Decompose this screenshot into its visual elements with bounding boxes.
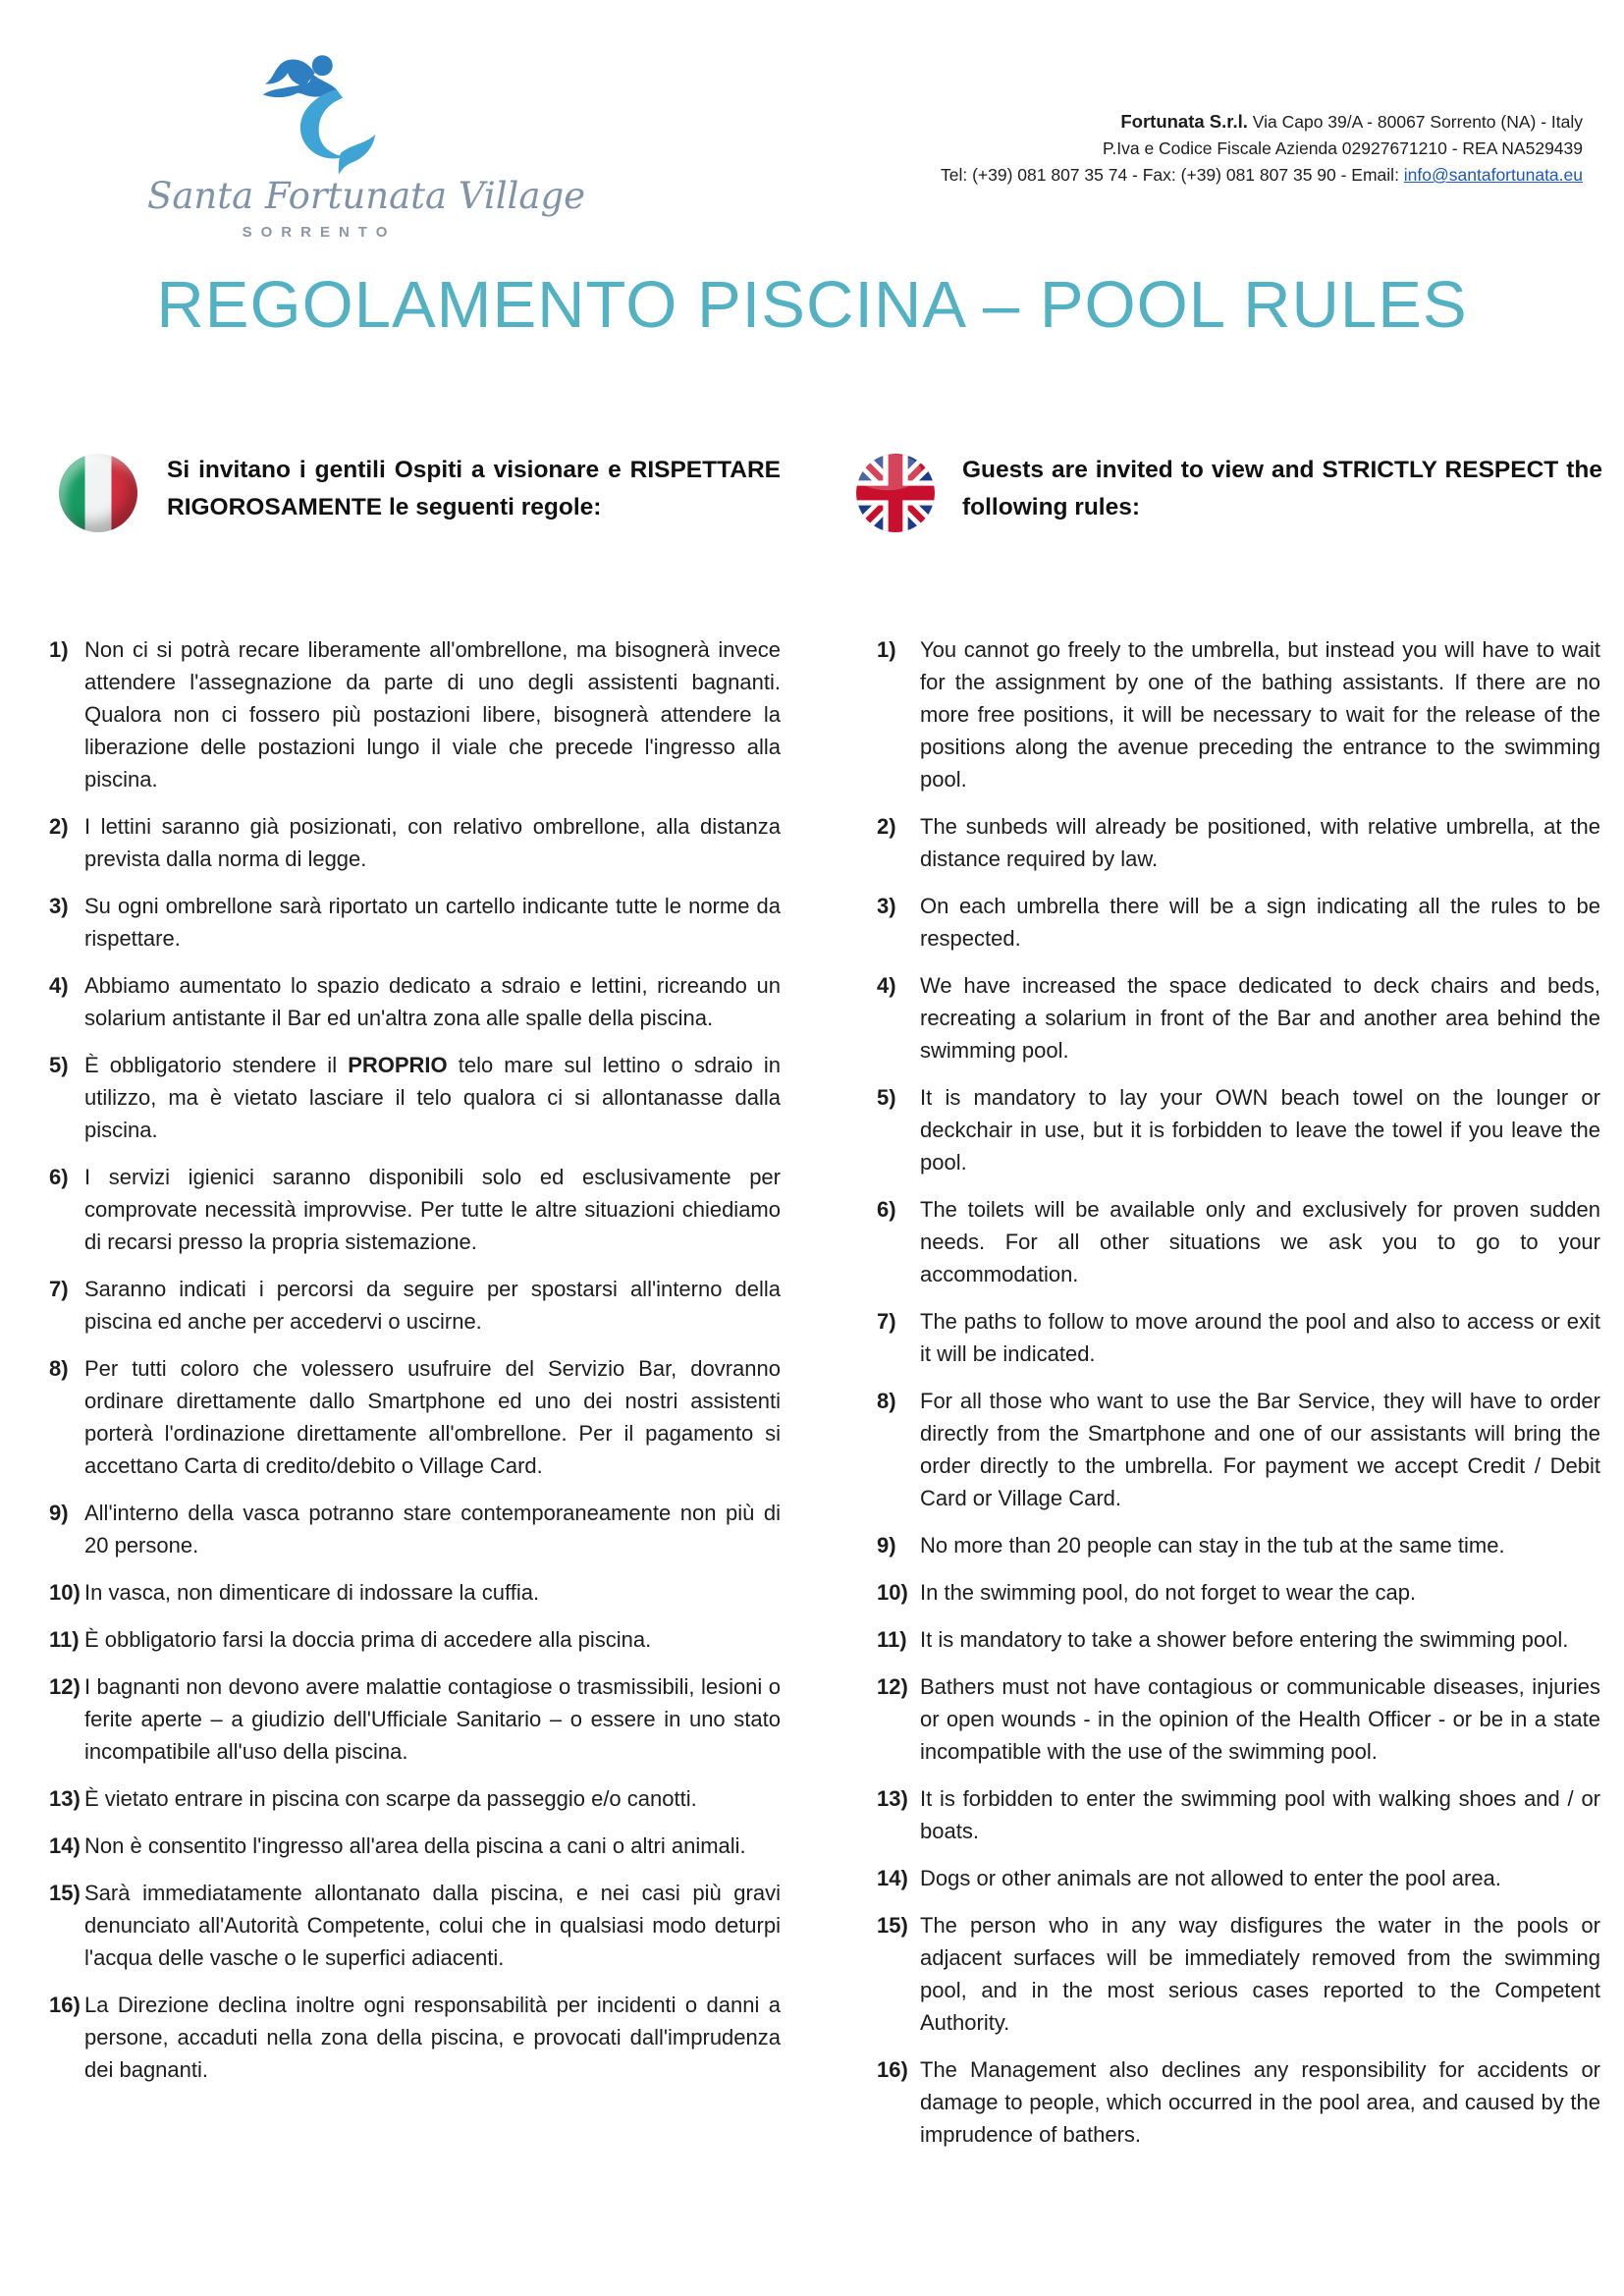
- rule-item: [49, 1877, 781, 1974]
- company-name: Fortunata S.r.l.: [1120, 111, 1248, 132]
- rule-text: Abbiamo aumentato lo spazio dedicato a sdraio e lettini, ricreando un solarium antistante il Bar ed un'altra zona alle spalle della piscina.: [84, 973, 781, 1030]
- rule-item: [877, 1193, 1600, 1290]
- rule-number: 1): [49, 637, 69, 662]
- rule-number: 12): [877, 1674, 908, 1699]
- rule-text: On each umbrella there will be a sign indicating all the rules to be respected.: [920, 894, 1600, 951]
- rule-text: It is mandatory to take a shower before entering the swimming pool.: [920, 1627, 1569, 1652]
- uk-flag-icon: [856, 454, 935, 532]
- intro-italian: [25, 452, 781, 538]
- rule-item: [49, 969, 781, 1034]
- rule-text: Saranno indicati i percorsi da seguire per spostarsi all'interno della piscina ed anche per accedervi o uscirne.: [84, 1277, 781, 1334]
- rule-text: You cannot go freely to the umbrella, but instead you will have to wait for the assignment by one of the bathing assistants. If there are no more free positions, it will be necessary to wait for the release of the positions along the avenue preceding the entrance to the swimming pool.: [920, 637, 1600, 792]
- rule-number: 13): [877, 1786, 908, 1811]
- logo-name: Santa Fortunata Village: [147, 175, 586, 217]
- rule-number: 2): [877, 814, 896, 839]
- rule-item: [49, 1161, 781, 1258]
- rule-text: Bathers must not have contagious or communicable diseases, injuries or open wounds - in the opinion of the Health Officer - or be in a state incompatible with the use of the swimming pool.: [920, 1674, 1600, 1764]
- rule-item: [877, 1081, 1600, 1178]
- rule-item: [49, 1782, 781, 1815]
- rule-text: Sarà immediatamente allontanato dalla piscina, e nei casi più gravi denunciato all'Autorità Competente, colui che in qualsiasi modo deturpi l'acqua delle vasche o le superfici adiacenti.: [84, 1881, 781, 1970]
- rule-number: 7): [49, 1277, 69, 1301]
- rule-item: [877, 1909, 1600, 2039]
- rule-item: [49, 1830, 781, 1862]
- company-line-contacts: Tel: (+39) 081 807 35 74 - Fax: (+39) 081 807 35 90 - Email: info@santafortunata.eu: [940, 165, 1583, 185]
- company-line-address: Fortunata S.r.l. Via Capo 39/A - 80067 Sorrento (NA) - Italy: [1120, 111, 1583, 132]
- rule-number: 8): [877, 1389, 896, 1413]
- intro-italian-text: Si invitano i gentili Ospiti a visionare e RISPETTARE RIGOROSAMENTE le seguenti regole:: [25, 452, 781, 526]
- rule-number: 15): [877, 1913, 908, 1938]
- rule-text: I bagnanti non devono avere malattie contagiose o trasmissibili, lesioni o ferite aperte – a giudizio dell'Ufficiale Sanitario – o essere in uno stato incompatibile all'uso della piscina.: [84, 1674, 781, 1764]
- rule-text: In vasca, non dimenticare di indossare la cuffia.: [84, 1580, 540, 1605]
- rule-item: [49, 1352, 781, 1482]
- rule-text: The paths to follow to move around the pool and also to access or exit it will be indicated.: [920, 1309, 1600, 1366]
- rule-item: [49, 1670, 781, 1768]
- rule-text: The sunbeds will already be positioned, with relative umbrella, at the distance required by law.: [920, 814, 1600, 871]
- company-line-fiscal: P.Iva e Codice Fiscale Azienda 02927671210 - REA NA529439: [1102, 138, 1583, 158]
- rule-number: 2): [49, 814, 69, 839]
- rule-number: 10): [877, 1580, 908, 1605]
- rule-number: 6): [877, 1197, 896, 1222]
- rule-text: I lettini saranno già posizionati, con relativo ombrellone, alla distanza prevista dalla norma di legge.: [84, 814, 781, 871]
- rules-italian-list: [49, 633, 781, 2165]
- rule-number: 14): [877, 1866, 908, 1890]
- rule-number: 5): [877, 1085, 896, 1110]
- rule-text: È obbligatorio stendere il PROPRIO telo mare sul lettino o sdraio in utilizzo, ma è vietato lasciare il telo qualora ci si allontanasse dalla piscina.: [84, 1053, 781, 1142]
- rule-text: Non ci si potrà recare liberamente all'ombrellone, ma bisognerà invece attendere l'assegnazione da parte di uno degli assistenti bagnanti. Qualora non ci fossero più postazioni libere, bisognerà attendere la liberazione delle postazioni lungo il viale che precede l'ingresso alla piscina.: [84, 637, 781, 792]
- mermaid-logo-icon: [236, 47, 403, 177]
- rule-item: [49, 1989, 781, 2086]
- rule-item: [49, 890, 781, 955]
- rule-text: In the swimming pool, do not forget to wear the cap.: [920, 1580, 1417, 1605]
- rule-number: 16): [877, 2057, 908, 2082]
- rule-number: 3): [877, 894, 896, 918]
- rule-item: [877, 1782, 1600, 1847]
- page-title: REGOLAMENTO PISCINA – POOL RULES: [156, 268, 1468, 342]
- rule-item: [49, 1576, 781, 1609]
- rule-number: 4): [877, 973, 896, 998]
- rule-number: 16): [49, 1993, 81, 2017]
- rule-number: 15): [49, 1881, 81, 1905]
- rule-number: 8): [49, 1356, 69, 1381]
- rule-number: 11): [49, 1627, 80, 1652]
- rule-item: [877, 2053, 1600, 2151]
- rule-number: 6): [49, 1165, 69, 1189]
- rule-text: All'interno della vasca potranno stare contemporaneamente non più di 20 persone.: [84, 1501, 781, 1558]
- rule-text: The person who in any way disfigures the water in the pools or adjacent surfaces will be immediately removed from the swimming pool, and in the most serious cases reported to the Competent Authority.: [920, 1913, 1600, 2035]
- rule-number: 11): [877, 1627, 907, 1652]
- rule-item: [49, 1623, 781, 1656]
- rule-item: [49, 633, 781, 795]
- rule-item: [877, 1862, 1600, 1894]
- intro-english-text: Guests are invited to view and STRICTLY RESPECT the following rules:: [856, 452, 1602, 526]
- rule-item: [877, 1623, 1600, 1656]
- rule-text: I servizi igienici saranno disponibili solo ed esclusivamente per comprovate necessità improvvise. Per tutte le altre situazioni chiediamo di recarsi presso la propria sistemazione.: [84, 1165, 781, 1254]
- rule-number: 10): [49, 1580, 81, 1605]
- rule-item: [877, 1576, 1600, 1609]
- rule-item: [49, 1497, 781, 1561]
- rule-text: No more than 20 people can stay in the tub at the same time.: [920, 1533, 1505, 1558]
- rule-item: [877, 1385, 1600, 1514]
- rule-text: Non è consentito l'ingresso all'area della piscina a cani o altri animali.: [84, 1833, 746, 1858]
- rule-text: È obbligatorio farsi la doccia prima di accedere alla piscina.: [84, 1627, 652, 1652]
- italian-flag-icon: [59, 454, 137, 532]
- rule-number: 7): [877, 1309, 896, 1334]
- rule-item: [877, 810, 1600, 875]
- rule-item: [877, 890, 1600, 955]
- rule-number: 13): [49, 1786, 81, 1811]
- rule-item: [877, 1305, 1600, 1370]
- rule-text: Dogs or other animals are not allowed to enter the pool area.: [920, 1866, 1501, 1890]
- rule-text: Su ogni ombrellone sarà riportato un cartello indicante tutte le norme da rispettare.: [84, 894, 781, 951]
- rule-item: [49, 810, 781, 875]
- logo-city: SORRENTO: [242, 223, 397, 241]
- rule-item: [49, 1273, 781, 1338]
- rule-text: The Management also declines any responsibility for accidents or damage to people, which occurred in the pool area, and caused by the imprudence of bathers.: [920, 2057, 1600, 2147]
- rule-item: [877, 633, 1600, 795]
- rule-item: [49, 1049, 781, 1146]
- rule-text: Per tutti coloro che volessero usufruire del Servizio Bar, dovranno ordinare direttamente dallo Smartphone ed uno dei nostri assistenti porterà l'ordinazione direttamente all'ombrellone. Per il pagamento si accettano Carta di credito/debito o Village Card.: [84, 1356, 781, 1478]
- rules-section: [49, 633, 1600, 2165]
- rule-text: The toilets will be available only and exclusively for proven sudden needs. For all other situations we ask you to go to your accommodation.: [920, 1197, 1600, 1286]
- rule-text: For all those who want to use the Bar Service, they will have to order directly from the Smartphone and one of our assistants will bring the order directly to the umbrella. For payment we accept Credit / Debit Card or Village Card.: [920, 1389, 1600, 1510]
- rule-text: È vietato entrare in piscina con scarpe da passeggio e/o canotti.: [84, 1786, 697, 1811]
- rule-number: 3): [49, 894, 69, 918]
- rule-number: 14): [49, 1833, 81, 1858]
- rule-text: We have increased the space dedicated to deck chairs and beds, recreating a solarium in front of the Bar and another area behind the swimming pool.: [920, 973, 1600, 1063]
- rule-item: [877, 969, 1600, 1066]
- rule-number: 9): [49, 1501, 69, 1525]
- rule-item: [877, 1529, 1600, 1561]
- email-link[interactable]: info@santafortunata.eu: [1403, 165, 1583, 185]
- rules-english-list: [877, 633, 1600, 2165]
- rule-text: It is forbidden to enter the swimming pool with walking shoes and / or boats.: [920, 1786, 1600, 1843]
- rule-number: 9): [877, 1533, 896, 1558]
- rule-number: 12): [49, 1674, 81, 1699]
- logo: [147, 47, 586, 241]
- intro-english: [856, 452, 1602, 538]
- company-info: [941, 108, 1583, 189]
- rule-number: 4): [49, 973, 69, 998]
- rule-text: It is mandatory to lay your OWN beach towel on the lounger or deckchair in use, but it is forbidden to leave the towel if you leave the pool.: [920, 1085, 1600, 1175]
- rule-item: [877, 1670, 1600, 1768]
- rule-number: 1): [877, 637, 896, 662]
- rule-text: La Direzione declina inoltre ogni responsabilità per incidenti o danni a persone, accaduti nella zona della piscina, e provocati dall'imprudenza dei bagnanti.: [84, 1993, 781, 2082]
- rule-number: 5): [49, 1053, 69, 1077]
